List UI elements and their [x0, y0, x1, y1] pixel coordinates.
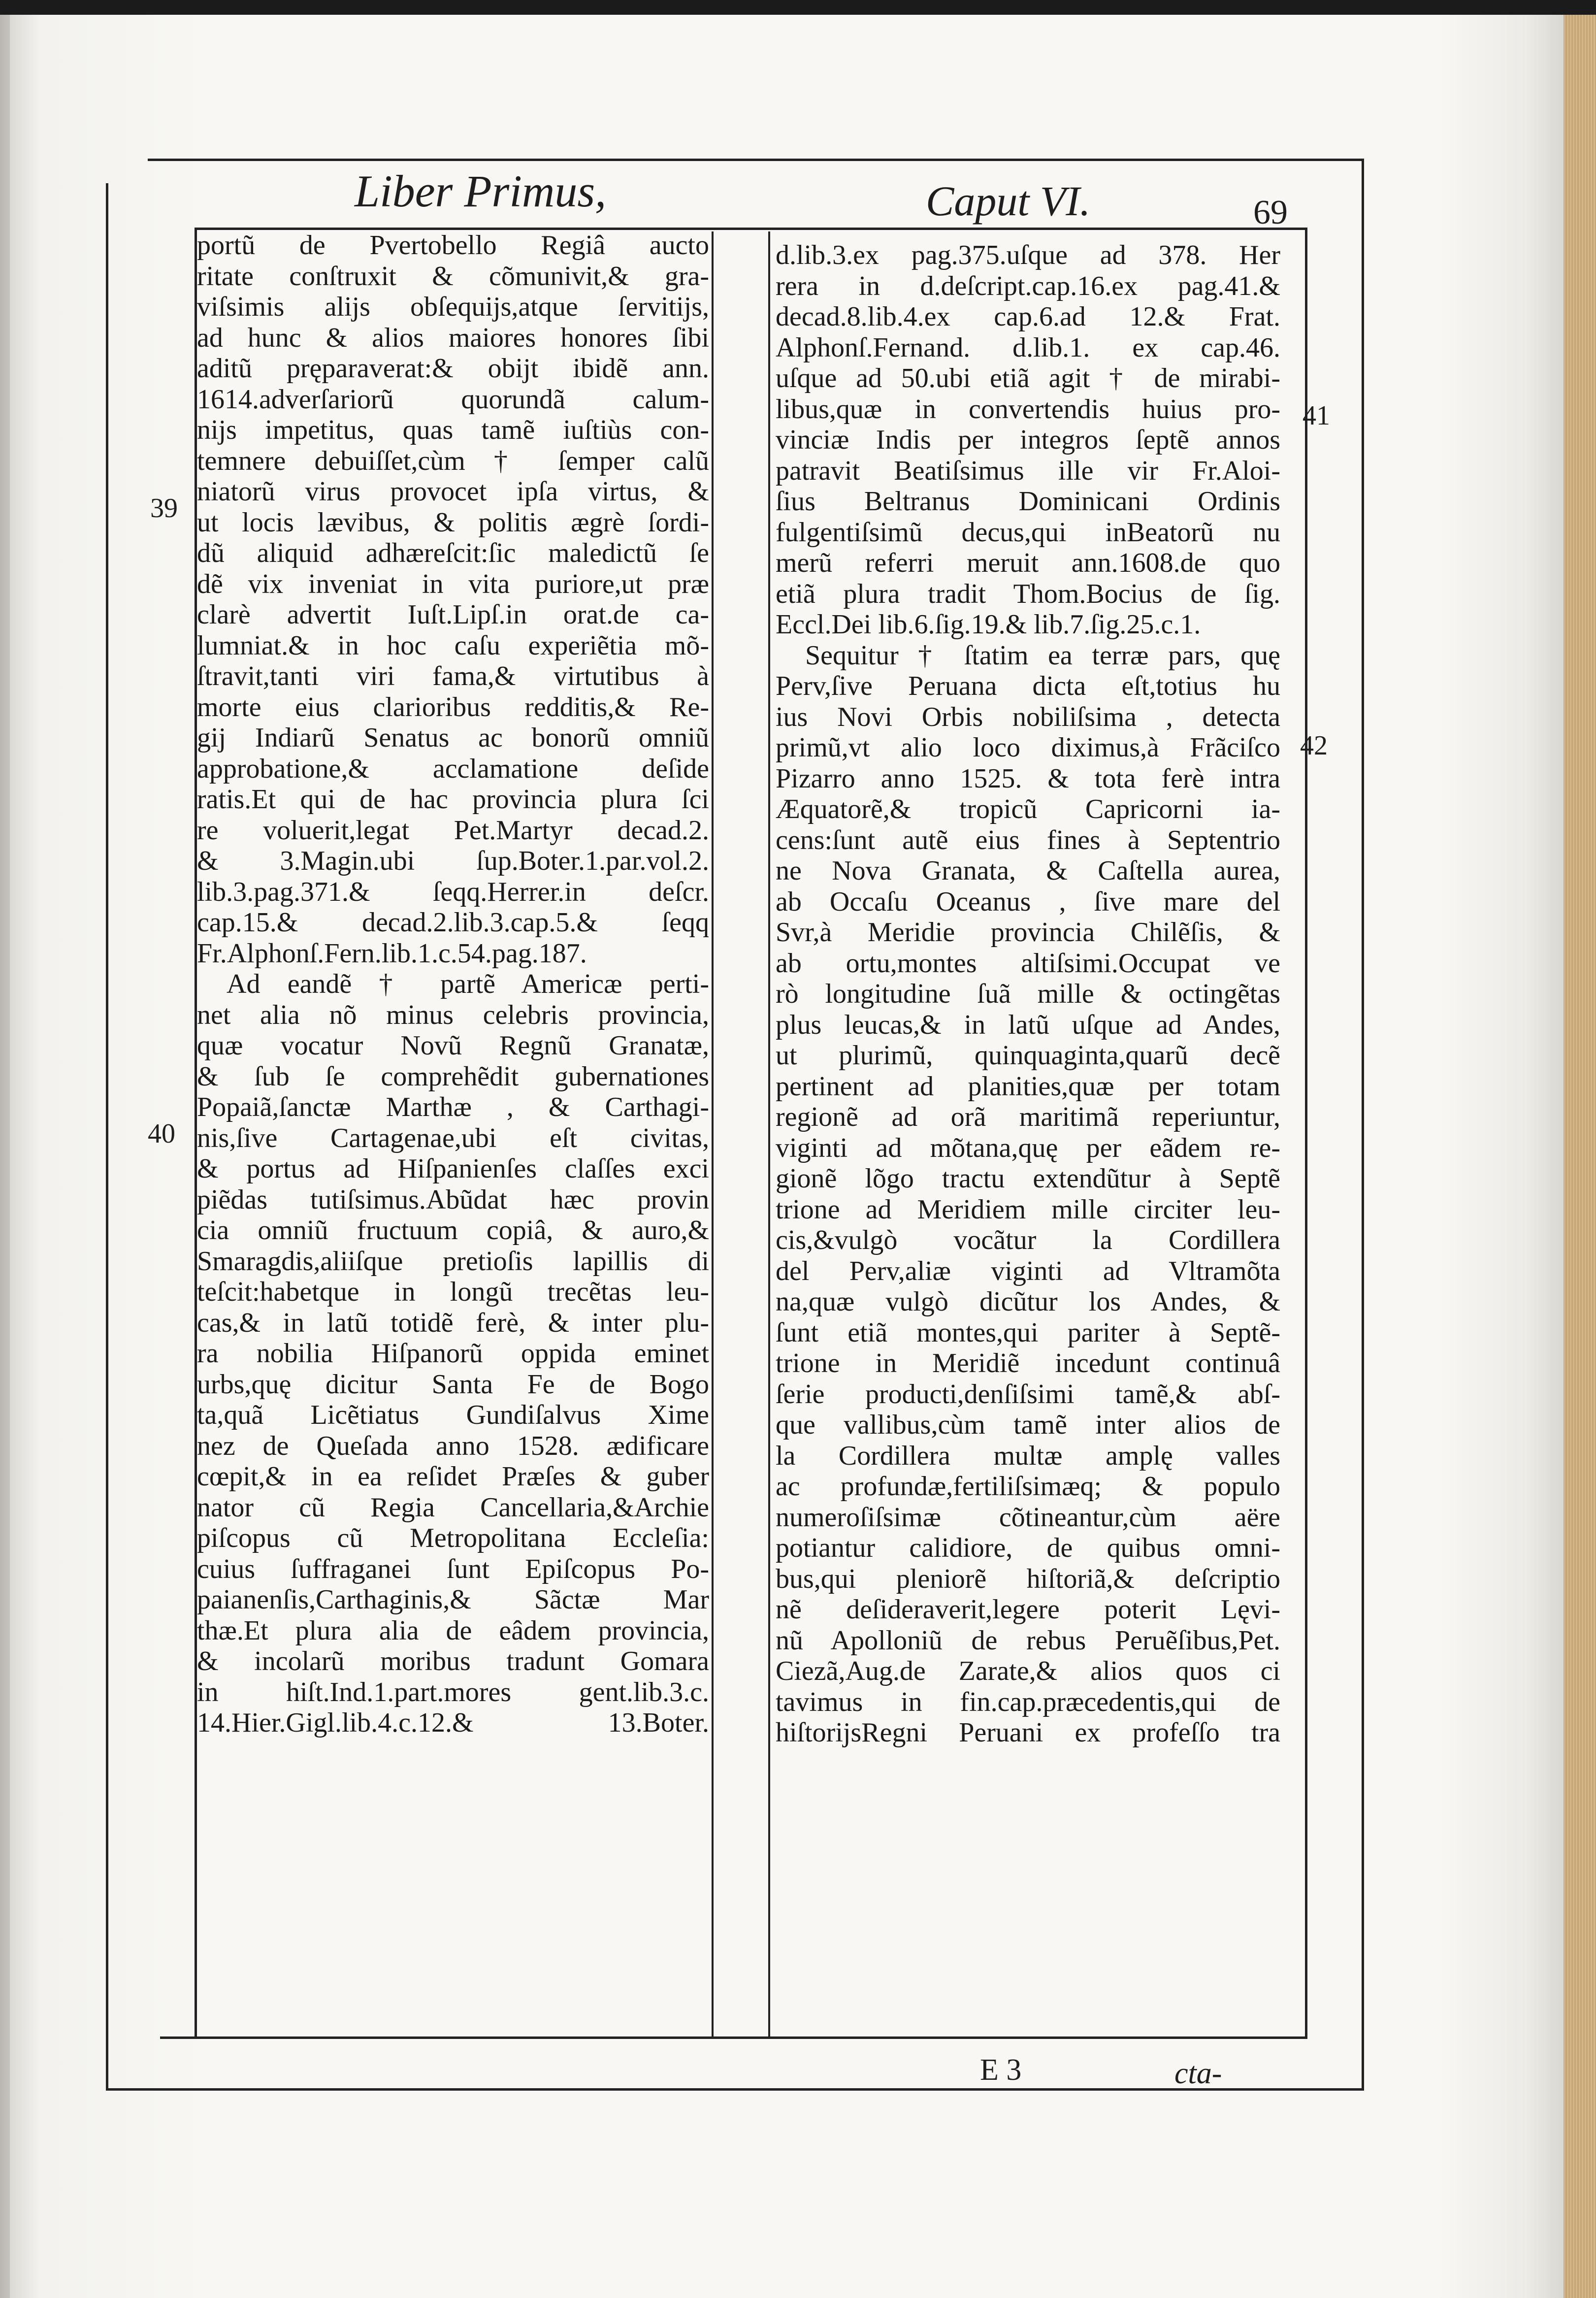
text-line: Smaragdis,aliiſque pretioſis lapillis di: [197, 1246, 709, 1277]
text-line: cens:ſunt autẽ eius fines à Septentrio: [776, 824, 1280, 855]
text-line: piſcopus cũ Metropolitana Eccleſia:: [197, 1523, 709, 1553]
text-line: & ſub ſe comprehẽdit gubernationes: [197, 1061, 709, 1092]
text-line: nis,ſive Cartagenae,ubi eſt civitas,: [197, 1122, 709, 1153]
text-line: Eccl.Dei lib.6.ſig.19.& lib.7.ſig.25.c.1.: [776, 609, 1201, 640]
text-line: 14.Hier.Gigl.lib.4.c.12.& 13.Boter.: [197, 1707, 709, 1738]
text-line: nator cũ Regia Cancellaria,&Archie: [197, 1492, 709, 1523]
text-line: viginti ad mõtana,quę per eãdem re-: [776, 1132, 1280, 1163]
text-line: cia omniũ fructuum copiâ, & auro,&: [197, 1215, 709, 1246]
margin-number-42: 42: [1300, 730, 1328, 761]
text-line: approbatione,& acclamatione deſide: [197, 753, 709, 784]
text-line: & 3.Magin.ubi ſup.Boter.1.par.vol.2.: [197, 846, 709, 876]
left-text-column: [197, 230, 709, 1739]
text-line: trione in Meridiẽ incedunt continuâ: [776, 1348, 1280, 1379]
text-line: lib.3.pag.371.& ſeqq.Herrer.in deſcr.: [197, 876, 709, 907]
top-rule: [148, 159, 1362, 161]
text-line: bus,qui pleniorẽ hiſtoriã,& deſcriptio: [776, 1563, 1280, 1594]
text-line: thæ.Et plura alia de eâdem provincia,: [197, 1615, 709, 1646]
inner-right-rule: [1305, 228, 1307, 2039]
text-line: ſerie producti,denſiſsimi tamẽ,& abſ-: [776, 1379, 1280, 1410]
text-line: ta,quã Licẽtiatus Gundiſalvus Xime: [197, 1400, 709, 1430]
text-line: rera in d.deſcript.cap.16.ex pag.41.&: [776, 270, 1280, 301]
text-line: regionẽ ad orã maritimã reperiuntur,: [776, 1102, 1280, 1132]
text-line: cuius ſuffraganei ſunt Epiſcopus Po-: [197, 1553, 709, 1584]
running-head-left: Liber Primus,: [355, 166, 607, 216]
text-line: vinciæ Indis per integros ſeptẽ annos: [776, 425, 1280, 455]
text-line: Ciezã,Aug.de Zarate,& alios quos ci: [776, 1656, 1280, 1686]
text-line: Ad eandẽ † partẽ Americæ perti-: [227, 969, 709, 999]
column-divider-left: [712, 231, 714, 2039]
text-line: clarè advertit Iuſt.Lipſ.in orat.de ca-: [197, 599, 709, 630]
text-line: Perv,ſive Peruana dicta eſt,totius hu: [776, 671, 1280, 701]
text-line: morte eius clarioribus redditis,& Re-: [197, 691, 709, 722]
text-line: Æquatorẽ,& tropicũ Capricorni ia-: [776, 794, 1280, 824]
text-line: re voluerit,legat Pet.Martyr decad.2.: [197, 815, 709, 846]
text-line: ratis.Et qui de hac provincia plura ſci: [197, 784, 709, 815]
text-line: tavimus in fin.cap.præcedentis,qui de: [776, 1686, 1280, 1717]
text-line: cis,&vulgò vocãtur la Cordillera: [776, 1225, 1280, 1255]
text-line: ritate conſtruxit & cõmunivit,& gra-: [197, 261, 709, 292]
margin-number-41: 41: [1303, 400, 1330, 431]
page-number: 69: [1253, 194, 1288, 231]
text-line: plus leucas,& in latũ uſque ad Andes,: [776, 1009, 1280, 1040]
text-line: Alphonſ.Fernand. d.lib.1. ex cap.46.: [776, 332, 1280, 363]
text-line: niatorũ virus provocet ipſa virtus, &: [197, 476, 709, 507]
text-line: cœpit,& in ea reſidet Præſes & guber: [197, 1461, 709, 1492]
text-line: & portus ad Hiſpanienſes claſſes exci: [197, 1153, 709, 1184]
text-line: ut plurimũ, quinquaginta,quarũ decẽ: [776, 1040, 1280, 1071]
margin-number-39: 39: [150, 493, 178, 524]
text-line: 1614.adverſariorũ quorundã calum-: [197, 384, 709, 415]
text-line: quæ vocatur Novũ Regnũ Granatæ,: [197, 1030, 709, 1061]
text-line: na,quæ vulgò dicũtur los Andes, &: [776, 1286, 1280, 1317]
text-line: nũ Apolloniũ de rebus Peruẽſibus,Pet.: [776, 1625, 1280, 1656]
text-line: nẽ deſideraverit,legere poterit Lęvi-: [776, 1594, 1280, 1625]
text-line: piẽdas tutiſsimus.Abũdat hæc provin: [197, 1184, 709, 1215]
text-line: ne Nova Granata, & Caſtella aurea,: [776, 855, 1280, 886]
text-line: potiantur calidiore, de quibus omni-: [776, 1533, 1280, 1563]
text-line: ut locis lævibus, & politis ægrè ſordi-: [197, 507, 709, 538]
text-line: nijs impetitus, quas tamẽ iuſtiùs con-: [197, 415, 709, 445]
text-line: gionẽ lõgo tractu extendũtur à Septẽ: [776, 1163, 1280, 1194]
text-line: ius Novi Orbis nobiliſsima , detecta: [776, 701, 1280, 732]
text-line: viſsimis alijs obſequijs,atque ſervitijs,: [197, 292, 709, 322]
text-line: rò longitudine ſuã mille & octingẽtas: [776, 979, 1280, 1009]
text-line: primũ,vt alio loco diximus,à Frãciſco: [776, 732, 1280, 763]
text-line: uſque ad 50.ubi etiã agit † de mirabi-: [776, 363, 1280, 394]
text-line: nez de Queſada anno 1528. ædificare: [197, 1430, 709, 1461]
text-line: dẽ vix inveniat in vita puriore,ut præ: [197, 568, 709, 599]
text-line: Svr,à Meridie provincia Chilẽſis, &: [776, 917, 1280, 948]
text-line: Sequitur † ſtatim ea terræ pars, quę: [805, 640, 1280, 671]
text-line: temnere debuiſſet,cùm † ſemper calũ: [197, 445, 709, 476]
text-line: ſtravit,tanti viri fama,& virtutibus à: [197, 661, 709, 691]
text-line: dũ aliquid adhæreſcit:ſic maledictũ ſe: [197, 538, 709, 568]
text-line: merũ referri meruit ann.1608.de quo: [776, 548, 1280, 578]
text-line: cas,& in latũ totidẽ ferè, & inter plu-: [197, 1307, 709, 1338]
text-line: la Cordillera multæ amplę valles: [776, 1440, 1280, 1471]
text-line: portũ de Pvertobello Regiâ aucto: [197, 230, 709, 261]
text-line: net alia nõ minus celebris provincia,: [197, 999, 709, 1030]
margin-number-40: 40: [148, 1118, 175, 1149]
bottom-rule-inner: [160, 2036, 1307, 2039]
page-edges: [1563, 15, 1596, 2298]
text-line: lumniat.& in hoc caſu experiẽtia mõ-: [197, 630, 709, 661]
signature-mark: E 3: [980, 2053, 1022, 2087]
text-line: que vallibus,cùm tamẽ inter alios de: [776, 1410, 1280, 1440]
text-line: patravit Beatiſsimus ille vir Fr.Aloi-: [776, 455, 1280, 486]
text-line: ac profundæ,fertiliſsimæq; & populo: [776, 1471, 1280, 1502]
catchword: cta-: [1174, 2057, 1222, 2090]
text-line: trione ad Meridiem mille circiter leu-: [776, 1194, 1280, 1225]
outer-right-rule: [1362, 159, 1364, 2089]
text-line: d.lib.3.ex pag.375.uſque ad 378. Her: [776, 240, 1280, 270]
text-line: del Perv,aliæ viginti ad Vltramõta: [776, 1255, 1280, 1286]
text-line: gij Indiarũ Senatus ac bonorũ omniũ: [197, 722, 709, 753]
text-line: ſius Beltranus Dominicani Ordinis: [776, 486, 1280, 517]
running-head-right: Caput VI.: [926, 177, 1091, 225]
column-divider-right: [768, 231, 770, 2039]
text-line: ra nobilia Hiſpanorũ oppida eminet: [197, 1338, 709, 1369]
text-line: pertinent ad planities,quæ per totam: [776, 1071, 1280, 1102]
text-line: ſunt etiã montes,qui pariter à Septẽ-: [776, 1317, 1280, 1348]
text-line: in hiſt.Ind.1.part.mores gent.lib.3.c.: [197, 1676, 709, 1707]
text-line: Pizarro anno 1525. & tota ferè intra: [776, 763, 1280, 794]
text-line: paianenſis,Carthaginis,& Sãctæ Mar: [197, 1584, 709, 1615]
text-line: cap.15.& decad.2.lib.3.cap.5.& ſeqq: [197, 907, 709, 938]
right-text-column: [776, 240, 1280, 1748]
text-line: libus,quæ in convertendis huius pro-: [776, 394, 1280, 425]
text-line: & incolarũ moribus tradunt Gomara: [197, 1646, 709, 1676]
text-line: hiſtorijsRegni Peruani ex profeſſo tra: [776, 1717, 1280, 1748]
text-line: Popaiã,ſanctæ Marthæ , & Carthagi-: [197, 1092, 709, 1122]
text-line: numeroſiſsimæ cõtineantur,cùm aëre: [776, 1502, 1280, 1533]
outer-left-rule: [106, 183, 108, 2089]
text-line: etiã plura tradit Thom.Bocius de ſig.: [776, 578, 1280, 609]
text-line: ab Occaſu Oceanus , ſive mare del: [776, 886, 1280, 917]
text-line: ad hunc & alios maiores honores ſibi: [197, 322, 709, 353]
text-line: decad.8.lib.4.ex cap.6.ad 12.& Frat.: [776, 301, 1280, 332]
text-line: ab ortu,montes altiſsimi.Occupat ve: [776, 948, 1280, 979]
text-line: urbs,quę dicitur Santa Fe de Bogo: [197, 1369, 709, 1400]
text-line: Fr.Alphonſ.Fern.lib.1.c.54.pag.187.: [197, 938, 587, 969]
text-line: aditũ pręparaverat:& obijt ibidẽ ann.: [197, 353, 709, 384]
text-line: teſcit:habetque in longũ trecẽtas leu-: [197, 1277, 709, 1307]
text-line: fulgentiſsimũ decus,qui inBeatorũ nu: [776, 517, 1280, 548]
